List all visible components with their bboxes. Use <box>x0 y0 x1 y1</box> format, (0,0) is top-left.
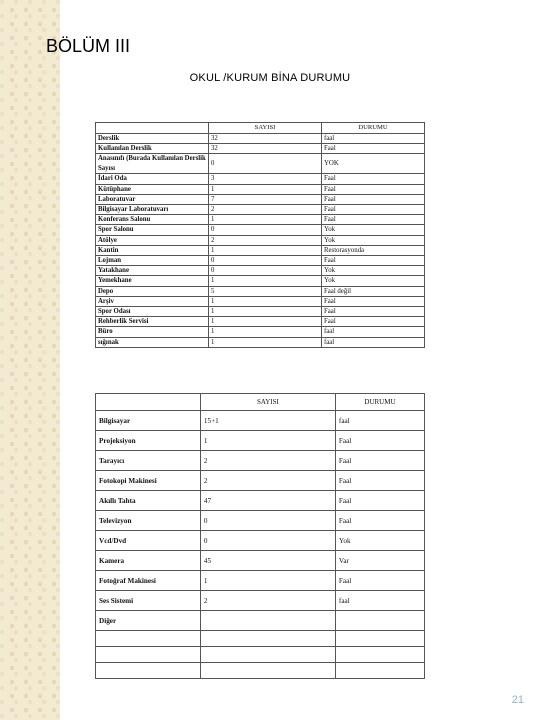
status-cell: faal <box>322 327 425 337</box>
table-row <box>96 511 425 531</box>
table-row <box>96 647 425 663</box>
table-row <box>96 144 425 154</box>
status-cell: Faal <box>322 215 425 225</box>
row-label-cell: Arşiv <box>96 296 209 306</box>
count-cell: 32 <box>209 144 322 154</box>
status-cell: Yok <box>322 266 425 276</box>
row-label-cell: Derslik <box>96 134 209 144</box>
row-label-cell: Spor Odası <box>96 307 209 317</box>
row-label-cell: Atölye <box>96 235 209 245</box>
status-cell: Yok <box>322 235 425 245</box>
count-cell: 1 <box>209 245 322 255</box>
count-cell: 0 <box>209 154 322 174</box>
status-cell: Faal <box>322 256 425 266</box>
table-row <box>96 154 425 174</box>
status-cell <box>335 611 424 631</box>
count-cell: 2 <box>200 471 335 491</box>
row-label-cell <box>96 647 201 663</box>
status-cell: faal <box>322 134 425 144</box>
table-row <box>96 531 425 551</box>
count-cell: 45 <box>200 551 335 571</box>
table-row <box>96 471 425 491</box>
count-cell: 2 <box>209 205 322 215</box>
status-cell <box>335 647 424 663</box>
header-cell-status: DURUMU <box>322 123 425 134</box>
table-row <box>96 276 425 286</box>
row-label-cell: Yatakhane <box>96 266 209 276</box>
status-cell: Yok <box>335 531 424 551</box>
header-cell <box>96 394 201 411</box>
table-header-row <box>96 394 425 411</box>
status-cell: faal <box>335 591 424 611</box>
status-cell: Restorasyonda <box>322 245 425 255</box>
table-row <box>96 215 425 225</box>
row-label-cell: Laboratuvar <box>96 194 209 204</box>
equipment-status-table <box>95 393 425 679</box>
row-label-cell: Kamera <box>96 551 201 571</box>
count-cell: 5 <box>209 286 322 296</box>
row-label-cell: Kütüphane <box>96 184 209 194</box>
row-label-cell: Televizyon <box>96 511 201 531</box>
count-cell: 1 <box>209 337 322 347</box>
status-cell: Faal <box>335 511 424 531</box>
header-cell-status: DURUMU <box>335 394 424 411</box>
table-row <box>96 174 425 184</box>
status-cell <box>335 663 424 679</box>
count-cell: 0 <box>209 256 322 266</box>
building-status-table <box>95 122 425 348</box>
table-row <box>96 286 425 296</box>
row-label-cell: Vcd/Dvd <box>96 531 201 551</box>
table-row <box>96 631 425 647</box>
table-row <box>96 317 425 327</box>
row-label-cell: Anasınıfı (Burada Kullanılan Derslik Sayısı <box>96 154 209 174</box>
header-cell <box>96 123 209 134</box>
row-label-cell: İdari Oda <box>96 174 209 184</box>
status-cell: Faal <box>335 451 424 471</box>
count-cell: 1 <box>209 276 322 286</box>
table-row <box>96 591 425 611</box>
row-label-cell: Ses Sistemi <box>96 591 201 611</box>
status-cell: Yok <box>322 276 425 286</box>
table-row <box>96 307 425 317</box>
count-cell: 0 <box>209 266 322 276</box>
row-label-cell: Diğer <box>96 611 201 631</box>
status-cell: Faal <box>335 491 424 511</box>
count-cell: 47 <box>200 491 335 511</box>
row-label-cell: Projeksiyon <box>96 431 201 451</box>
table-row <box>96 245 425 255</box>
table-row <box>96 256 425 266</box>
table-row <box>96 266 425 276</box>
table-row <box>96 611 425 631</box>
row-label-cell: Akıllı Tahta <box>96 491 201 511</box>
count-cell <box>200 631 335 647</box>
count-cell: 1 <box>209 327 322 337</box>
header-cell-count: SAYISI <box>200 394 335 411</box>
count-cell: 1 <box>209 317 322 327</box>
count-cell: 1 <box>209 296 322 306</box>
status-cell: YOK <box>322 154 425 174</box>
table-header-row <box>96 123 425 134</box>
table-row <box>96 184 425 194</box>
row-label-cell: Lojman <box>96 256 209 266</box>
count-cell: 2 <box>200 591 335 611</box>
table-row <box>96 327 425 337</box>
count-cell: 1 <box>209 184 322 194</box>
count-cell: 0 <box>209 225 322 235</box>
table-row <box>96 411 425 431</box>
status-cell: Faal değil <box>322 286 425 296</box>
count-cell <box>200 611 335 631</box>
count-cell <box>200 647 335 663</box>
row-label-cell: Kullanılan Derslik <box>96 144 209 154</box>
row-label-cell: Fotokopi Makinesi <box>96 471 201 491</box>
status-cell: Faal <box>322 144 425 154</box>
row-label-cell: Tarayıcı <box>96 451 201 471</box>
row-label-cell: Yemekhane <box>96 276 209 286</box>
status-cell: Faal <box>322 296 425 306</box>
count-cell: 2 <box>200 451 335 471</box>
status-cell: Faal <box>322 307 425 317</box>
status-cell: Faal <box>335 471 424 491</box>
row-label-cell: Depo <box>96 286 209 296</box>
count-cell: 1 <box>209 215 322 225</box>
count-cell: 0 <box>200 531 335 551</box>
count-cell: 1 <box>200 431 335 451</box>
table-row <box>96 337 425 347</box>
status-cell: Faal <box>335 431 424 451</box>
status-cell: Yok <box>322 225 425 235</box>
decorative-side-strip <box>0 0 60 720</box>
status-cell: Faal <box>322 174 425 184</box>
row-label-cell: Bilgisayar <box>96 411 201 431</box>
table-row <box>96 194 425 204</box>
count-cell: 2 <box>209 235 322 245</box>
row-label-cell: Fotoğraf Makinesi <box>96 571 201 591</box>
row-label-cell: Konferans Salonu <box>96 215 209 225</box>
status-cell: Var <box>335 551 424 571</box>
count-cell: 32 <box>209 134 322 144</box>
count-cell: 7 <box>209 194 322 204</box>
status-cell: Faal <box>322 184 425 194</box>
row-label-cell: Bilgisayar Laboratuvarı <box>96 205 209 215</box>
row-label-cell <box>96 663 201 679</box>
status-cell: Faal <box>322 205 425 215</box>
status-cell: Faal <box>322 317 425 327</box>
table-row <box>96 235 425 245</box>
count-cell: 0 <box>200 511 335 531</box>
count-cell: 15+1 <box>200 411 335 431</box>
chapter-title: BÖLÜM III <box>46 36 131 56</box>
count-cell: 1 <box>200 571 335 591</box>
section-subtitle: OKUL /KURUM BİNA DURUMU <box>189 72 351 84</box>
row-label-cell: Kantin <box>96 245 209 255</box>
table-row <box>96 571 425 591</box>
count-cell: 1 <box>209 307 322 317</box>
table-row <box>96 451 425 471</box>
status-cell: Faal <box>322 194 425 204</box>
header-cell-count: SAYISI <box>209 123 322 134</box>
count-cell <box>200 663 335 679</box>
table-row <box>96 296 425 306</box>
table-row <box>96 663 425 679</box>
status-cell: Faal <box>335 571 424 591</box>
page-number: 21 <box>511 694 524 706</box>
status-cell: faal <box>322 337 425 347</box>
row-label-cell: Rehberlik Servisi <box>96 317 209 327</box>
count-cell: 3 <box>209 174 322 184</box>
table-row <box>96 491 425 511</box>
table-row <box>96 134 425 144</box>
status-cell: faal <box>335 411 424 431</box>
table-row <box>96 551 425 571</box>
row-label-cell <box>96 631 201 647</box>
row-label-cell: Büro <box>96 327 209 337</box>
table-row <box>96 205 425 215</box>
table-row <box>96 225 425 235</box>
row-label-cell: sığınak <box>96 337 209 347</box>
table-row <box>96 431 425 451</box>
status-cell <box>335 631 424 647</box>
row-label-cell: Spor Salonu <box>96 225 209 235</box>
